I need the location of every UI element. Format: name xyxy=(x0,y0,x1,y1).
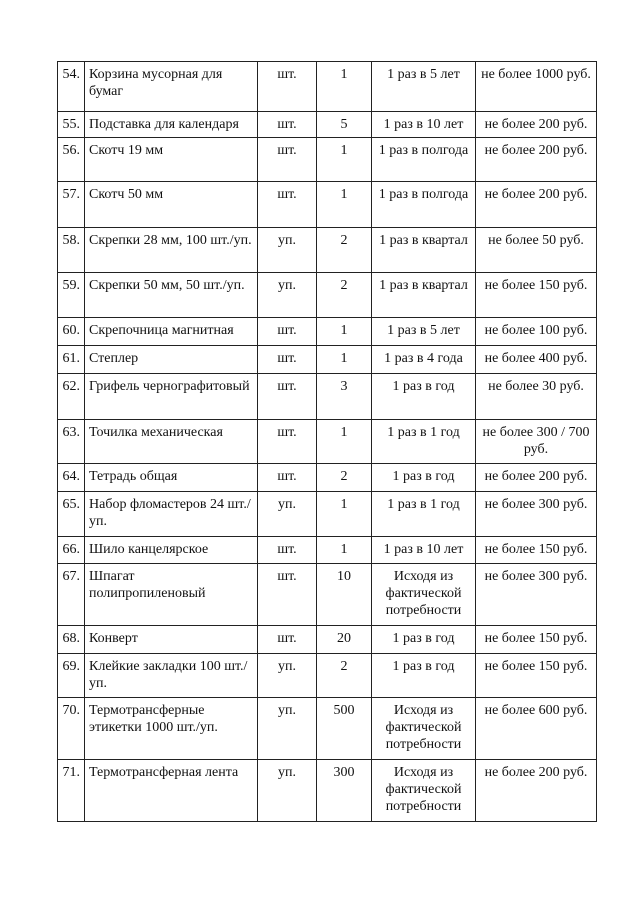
cell-unit: уп. xyxy=(258,698,317,760)
cell-unit: уп. xyxy=(258,228,317,273)
cell-price: не более 200 руб. xyxy=(476,138,597,182)
cell-period: 1 раз в год xyxy=(372,464,476,492)
cell-num: 55. xyxy=(58,112,85,138)
cell-period: 1 раз в 4 года xyxy=(372,346,476,374)
table-row xyxy=(58,626,597,654)
cell-name: Конверт xyxy=(85,626,258,654)
table-row xyxy=(58,62,597,112)
cell-name: Шило канцелярское xyxy=(85,537,258,564)
cell-price: не более 50 руб. xyxy=(476,228,597,273)
cell-name: Степлер xyxy=(85,346,258,374)
cell-price: не более 200 руб. xyxy=(476,112,597,138)
cell-qty: 1 xyxy=(317,138,372,182)
cell-period: 1 раз в 5 лет xyxy=(372,318,476,346)
cell-unit: уп. xyxy=(258,760,317,822)
cell-num: 64. xyxy=(58,464,85,492)
cell-period: 1 раз в квартал xyxy=(372,273,476,318)
cell-unit: шт. xyxy=(258,112,317,138)
cell-name: Клейкие закладки 100 шт./уп. xyxy=(85,654,258,698)
cell-price: не более 150 руб. xyxy=(476,626,597,654)
cell-period: Исходя из фактической потребности xyxy=(372,564,476,626)
cell-qty: 20 xyxy=(317,626,372,654)
cell-unit: шт. xyxy=(258,626,317,654)
cell-num: 61. xyxy=(58,346,85,374)
cell-num: 56. xyxy=(58,138,85,182)
cell-price: не более 200 руб. xyxy=(476,464,597,492)
table-row xyxy=(58,698,597,760)
cell-unit: шт. xyxy=(258,318,317,346)
cell-unit: уп. xyxy=(258,492,317,537)
cell-num: 65. xyxy=(58,492,85,537)
cell-price: не более 1000 руб. xyxy=(476,62,597,112)
table-row xyxy=(58,464,597,492)
table-row xyxy=(58,420,597,464)
cell-qty: 5 xyxy=(317,112,372,138)
table-row xyxy=(58,346,597,374)
cell-price: не более 150 руб. xyxy=(476,537,597,564)
table-row xyxy=(58,537,597,564)
cell-price: не более 600 руб. xyxy=(476,698,597,760)
cell-name: Точилка механическая xyxy=(85,420,258,464)
cell-name: Шпагат полипропиленовый xyxy=(85,564,258,626)
table-row xyxy=(58,318,597,346)
cell-num: 67. xyxy=(58,564,85,626)
cell-name: Термотрансферная лента xyxy=(85,760,258,822)
cell-period: Исходя из фактической потребности xyxy=(372,698,476,760)
cell-unit: шт. xyxy=(258,564,317,626)
cell-unit: шт. xyxy=(258,537,317,564)
cell-qty: 2 xyxy=(317,228,372,273)
cell-qty: 500 xyxy=(317,698,372,760)
cell-price: не более 300 руб. xyxy=(476,564,597,626)
cell-price: не более 200 руб. xyxy=(476,760,597,822)
cell-period: 1 раз в год xyxy=(372,374,476,420)
cell-qty: 1 xyxy=(317,537,372,564)
cell-period: 1 раз в год xyxy=(372,626,476,654)
cell-price: не более 300 / 700 руб. xyxy=(476,420,597,464)
cell-name: Грифель чернографитовый xyxy=(85,374,258,420)
cell-qty: 2 xyxy=(317,464,372,492)
cell-qty: 1 xyxy=(317,318,372,346)
items-table-body xyxy=(58,62,597,822)
cell-num: 66. xyxy=(58,537,85,564)
cell-unit: уп. xyxy=(258,273,317,318)
cell-unit: шт. xyxy=(258,182,317,228)
cell-name: Термотрансферные этикетки 1000 шт./уп. xyxy=(85,698,258,760)
table-row xyxy=(58,564,597,626)
cell-period: 1 раз в 1 год xyxy=(372,492,476,537)
cell-qty: 3 xyxy=(317,374,372,420)
cell-num: 54. xyxy=(58,62,85,112)
cell-num: 71. xyxy=(58,760,85,822)
table-row xyxy=(58,138,597,182)
table-row xyxy=(58,654,597,698)
cell-num: 59. xyxy=(58,273,85,318)
table-row xyxy=(58,112,597,138)
cell-qty: 1 xyxy=(317,346,372,374)
cell-name: Подставка для календаря xyxy=(85,112,258,138)
cell-name: Скотч 50 мм xyxy=(85,182,258,228)
cell-name: Скрепки 50 мм, 50 шт./уп. xyxy=(85,273,258,318)
cell-qty: 2 xyxy=(317,273,372,318)
table-row xyxy=(58,228,597,273)
table-row xyxy=(58,374,597,420)
cell-period: 1 раз в полгода xyxy=(372,182,476,228)
cell-period: 1 раз в 1 год xyxy=(372,420,476,464)
cell-unit: шт. xyxy=(258,374,317,420)
table-row xyxy=(58,182,597,228)
cell-qty: 1 xyxy=(317,62,372,112)
cell-num: 68. xyxy=(58,626,85,654)
cell-name: Скрепки 28 мм, 100 шт./уп. xyxy=(85,228,258,273)
table-row xyxy=(58,273,597,318)
cell-price: не более 200 руб. xyxy=(476,182,597,228)
cell-period: 1 раз в квартал xyxy=(372,228,476,273)
cell-period: Исходя из фактической потребности xyxy=(372,760,476,822)
cell-period: 1 раз в 10 лет xyxy=(372,112,476,138)
cell-unit: шт. xyxy=(258,464,317,492)
cell-qty: 1 xyxy=(317,182,372,228)
cell-price: не более 400 руб. xyxy=(476,346,597,374)
cell-name: Корзина мусорная для бумаг xyxy=(85,62,258,112)
cell-qty: 1 xyxy=(317,420,372,464)
cell-num: 69. xyxy=(58,654,85,698)
cell-price: не более 300 руб. xyxy=(476,492,597,537)
cell-price: не более 150 руб. xyxy=(476,654,597,698)
cell-name: Скрепочница магнитная xyxy=(85,318,258,346)
cell-price: не более 150 руб. xyxy=(476,273,597,318)
cell-num: 63. xyxy=(58,420,85,464)
cell-unit: шт. xyxy=(258,138,317,182)
cell-name: Скотч 19 мм xyxy=(85,138,258,182)
cell-num: 60. xyxy=(58,318,85,346)
cell-period: 1 раз в 5 лет xyxy=(372,62,476,112)
table-row xyxy=(58,760,597,822)
cell-unit: шт. xyxy=(258,62,317,112)
cell-name: Набор фломастеров 24 шт./уп. xyxy=(85,492,258,537)
cell-period: 1 раз в 10 лет xyxy=(372,537,476,564)
cell-unit: шт. xyxy=(258,420,317,464)
cell-period: 1 раз в полгода xyxy=(372,138,476,182)
cell-qty: 1 xyxy=(317,492,372,537)
cell-qty: 300 xyxy=(317,760,372,822)
table-row xyxy=(58,492,597,537)
cell-qty: 2 xyxy=(317,654,372,698)
cell-num: 57. xyxy=(58,182,85,228)
cell-unit: шт. xyxy=(258,346,317,374)
cell-price: не более 30 руб. xyxy=(476,374,597,420)
cell-num: 62. xyxy=(58,374,85,420)
cell-period: 1 раз в год xyxy=(372,654,476,698)
cell-num: 58. xyxy=(58,228,85,273)
cell-unit: уп. xyxy=(258,654,317,698)
cell-name: Тетрадь общая xyxy=(85,464,258,492)
cell-num: 70. xyxy=(58,698,85,760)
cell-qty: 10 xyxy=(317,564,372,626)
cell-price: не более 100 руб. xyxy=(476,318,597,346)
items-table xyxy=(57,61,597,822)
